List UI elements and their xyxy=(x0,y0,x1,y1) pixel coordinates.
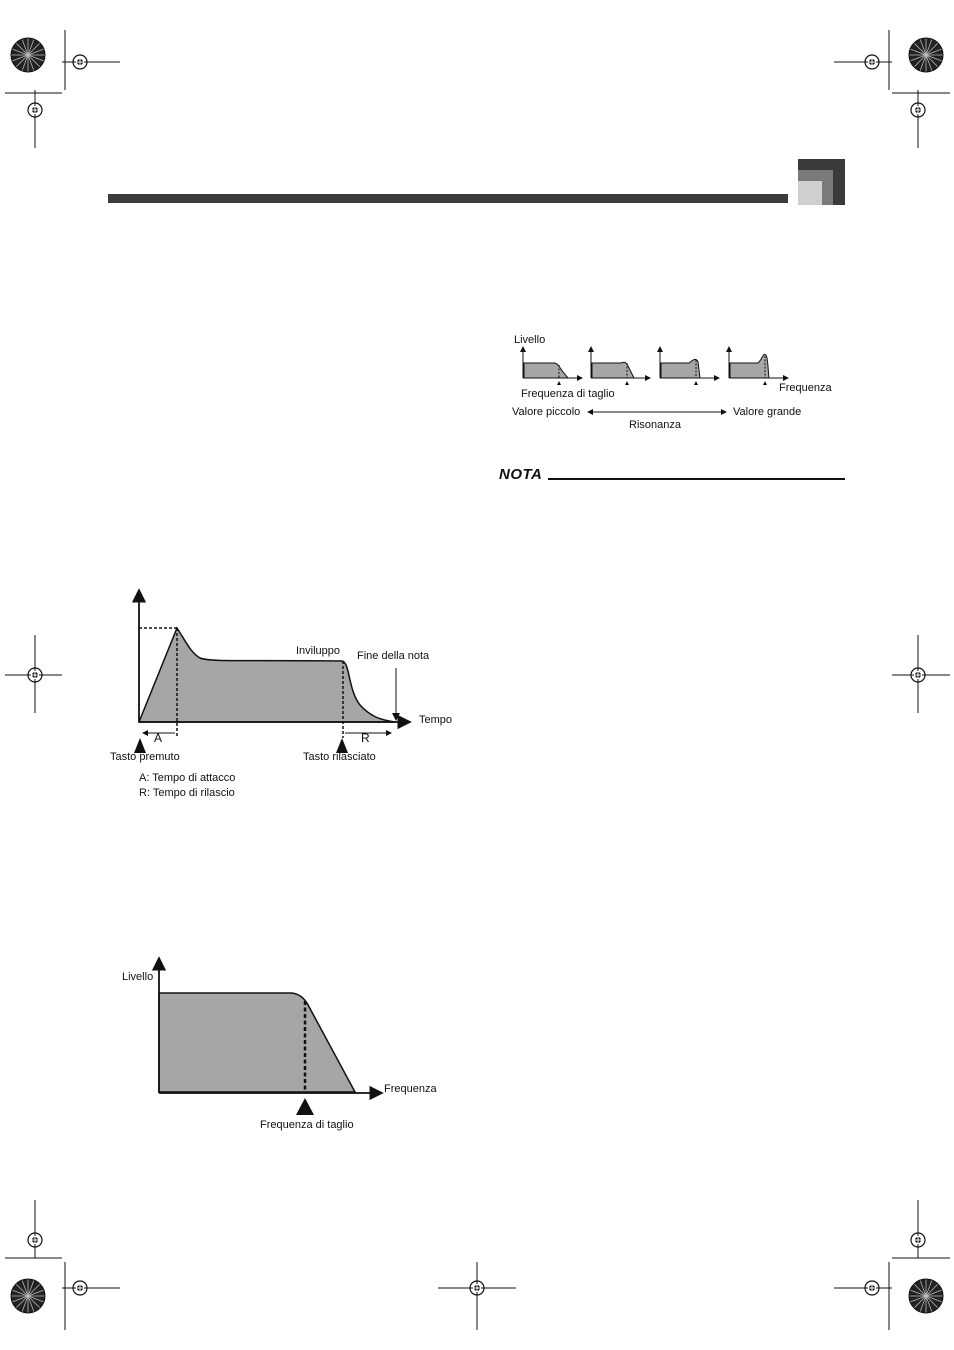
resonance-plot-3 xyxy=(660,347,719,385)
key-pressed-label: Tasto premuto xyxy=(110,751,180,763)
nota-rule xyxy=(548,478,845,480)
cutoff-level-label: Livello xyxy=(122,971,154,983)
resonance-large-label: Valore grande xyxy=(733,406,802,418)
resonance-plot-2 xyxy=(591,347,650,385)
nota-heading: NOTA xyxy=(499,466,543,483)
key-released-label: Tasto rilasciato xyxy=(303,751,376,763)
rosette-mark-tl xyxy=(11,38,45,72)
cutoff-frequency-label: Frequenza xyxy=(384,1083,437,1095)
envelope-label: Inviluppo xyxy=(296,645,341,657)
resonance-label: Risonanza xyxy=(629,419,681,431)
resonance-cutoff-label: Frequenza di taglio xyxy=(521,388,615,400)
rosette-mark-tr xyxy=(909,38,943,72)
chapter-tab-light xyxy=(798,181,822,205)
chapter-tab xyxy=(798,159,845,205)
resonance-plot-4 xyxy=(729,347,788,385)
rosette-mark-bl xyxy=(11,1279,45,1313)
release-marker: R xyxy=(361,731,370,745)
attack-marker: A xyxy=(154,731,163,745)
cutoff-label: Frequenza di taglio xyxy=(260,1119,354,1131)
legend-attack: A: Tempo di attacco xyxy=(139,772,236,784)
resonance-level-label: Livello xyxy=(514,334,546,346)
rosette-mark-br xyxy=(909,1279,943,1313)
header-bar xyxy=(108,194,788,203)
legend-release: R: Tempo di rilascio xyxy=(139,787,235,799)
resonance-plot-1 xyxy=(523,347,582,385)
resonance-small-label: Valore piccolo xyxy=(512,406,581,418)
resonance-frequency-label: Frequenza xyxy=(779,382,832,394)
time-label: Tempo xyxy=(419,714,453,726)
cutoff-diagram xyxy=(150,955,390,1120)
envelope-diagram xyxy=(120,580,420,755)
note-end-label: Fine della nota xyxy=(357,650,430,662)
